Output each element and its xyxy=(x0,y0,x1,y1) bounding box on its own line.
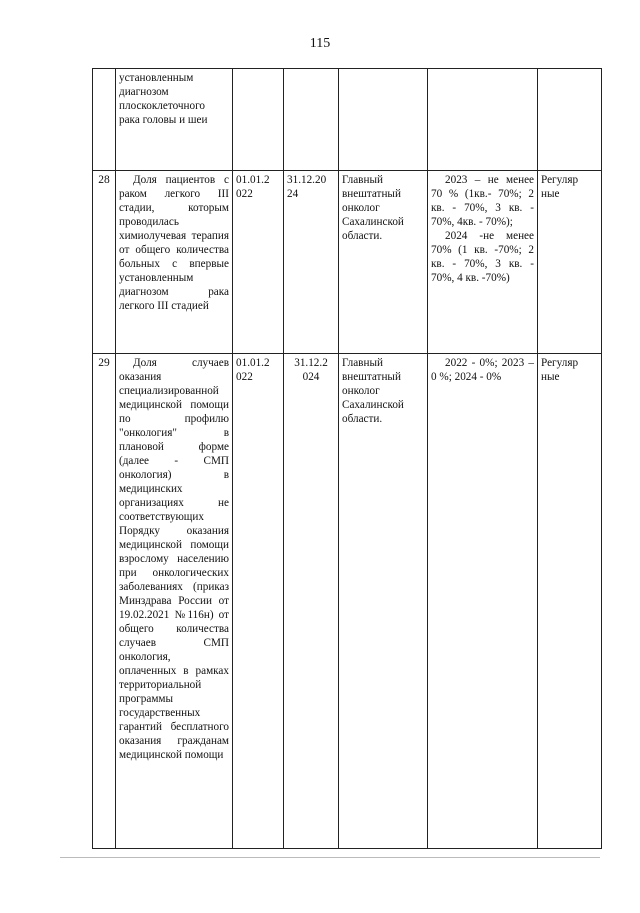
cell-responsible xyxy=(339,354,428,849)
periodicity-text: Регуляр ные xyxy=(541,174,579,200)
scan-edge-line xyxy=(60,857,600,858)
cell-periodicity xyxy=(538,171,602,354)
cell-end xyxy=(284,69,339,171)
indicator-table xyxy=(92,68,602,849)
cell-target xyxy=(428,69,538,171)
indicator-text: Доля случаев оказания специализированной медицинской помощи по профилю "онкология" в плановой форме (далее - СМП онкология) в медицинских организациях не соответствующих Порядку оказания медицинской помощи взрослому населению при онкологических заболеваниях (приказ Минздрава России от 19.02.2021 №116н) от общего количества случаев СМП онкология, оплаченных в рамках территориальной программы государственных гарантий бесплатного оказания гражданам медицинской помощи xyxy=(119,357,229,761)
end-date: 31.12.20 24 xyxy=(287,174,327,200)
cell-periodicity xyxy=(538,69,602,171)
responsible-text: Главный внештатный онколог Сахалинской области. xyxy=(342,174,404,242)
start-date: 01.01.2 022 xyxy=(236,174,270,200)
responsible-text: Главный внештатный онколог Сахалинской области. xyxy=(342,357,404,425)
table-row-continuation xyxy=(93,69,602,171)
start-date: 01.01.2 022 xyxy=(236,357,270,383)
cell-indicator xyxy=(116,354,233,849)
cell-end xyxy=(284,354,339,849)
cell-indicator xyxy=(116,171,233,354)
periodicity-text: Регуляр ные xyxy=(541,357,579,383)
target-text: 2022 - 0%; 2023 – 0 %; 2024 - 0% xyxy=(431,357,534,383)
indicator-text: Доля пациентов с раком легкого III стадии, которым проводилась химиолучевая терапия от общего количества больных с впервые установленным диагнозом рака легкого III стадией xyxy=(119,174,229,312)
cell-num xyxy=(93,69,116,171)
cell-start xyxy=(233,171,284,354)
table-row xyxy=(93,354,602,849)
target-text-1: 2023 – не менее 70 % (1кв.- 70%; 2 кв. - 70%, 3 кв. - 70%, 4кв. - 70%); xyxy=(431,174,534,228)
cell-end xyxy=(284,171,339,354)
target-text-2: 2024 -не менее 70% (1 кв. -70%; 2 кв. - 70%, 3 кв. - 70%, 4 кв. -70%) xyxy=(431,230,534,284)
end-date: 31.12.2 024 xyxy=(294,357,328,383)
page-number: 115 xyxy=(309,36,331,51)
cell-start xyxy=(233,354,284,849)
cell-target xyxy=(428,171,538,354)
cell-periodicity xyxy=(538,354,602,849)
table-row xyxy=(93,171,602,354)
cell-start xyxy=(233,69,284,171)
cell-responsible xyxy=(339,171,428,354)
cell-responsible xyxy=(339,69,428,171)
indicator-text: установленным диагнозом плоскоклеточного рака головы и шеи xyxy=(119,72,208,126)
cell-target xyxy=(428,354,538,849)
row-number: 29 xyxy=(93,354,116,849)
row-number: 28 xyxy=(93,171,116,354)
cell-indicator xyxy=(116,69,233,171)
